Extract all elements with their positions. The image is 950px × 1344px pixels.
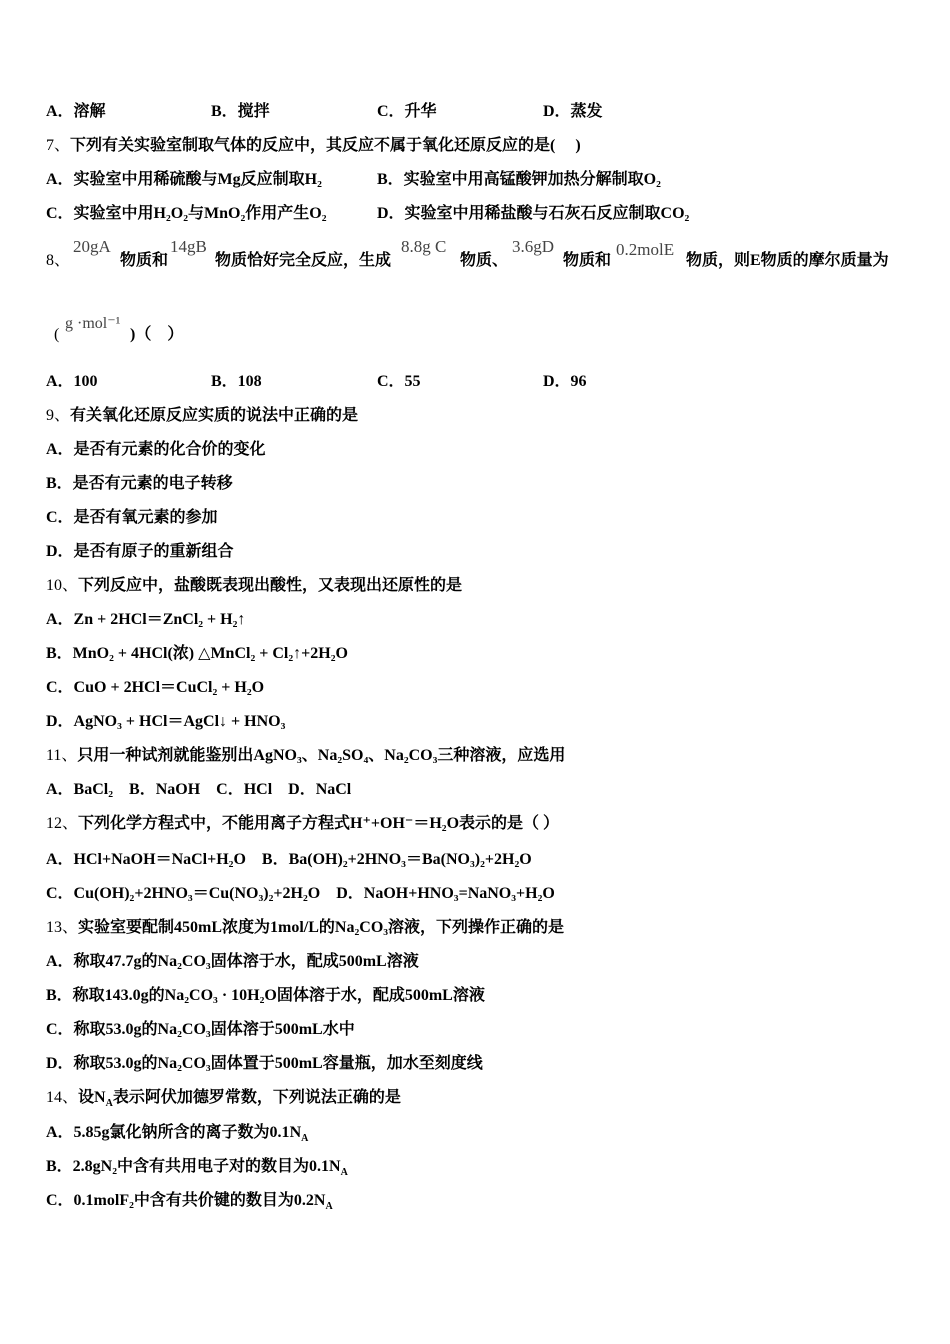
q14-number: 14、 (46, 1089, 79, 1106)
q8-mol-e: 0.2molE (616, 240, 675, 259)
q10-option-b: B．MnO₂ + 4HCl(浓) △MnCl₂ + Cl₂↑+2H₂O (46, 645, 348, 662)
q8-text-2: 物质恰好完全反应，生成 (215, 252, 392, 269)
q9-text: 有关氧化还原反应实质的说法中正确的是 (70, 407, 359, 424)
q8-option-b: B．108 (211, 373, 262, 390)
q11-number: 11、 (46, 747, 78, 764)
q13-option-a: A．称取47.7g的Na₂CO₃固体溶于水，配成500mL溶液 (46, 953, 419, 970)
q7-text: 下列有关实验室制取气体的反应中，其反应不属于氧化还原反应的是( ) (70, 137, 581, 154)
q12-number: 12、 (46, 815, 79, 832)
q13-text: 实验室要配制450mL浓度为1mol/L的Na₂CO₃溶液，下列操作正确的是 (78, 919, 565, 936)
q14-option-c: C．0.1molF₂中含有共价键的数目为$0.2N_A$ (46, 1192, 333, 1213)
q10-option-d: D．AgNO₃ + HCl＝AgCl↓ + HNO₃ (46, 713, 286, 730)
q8-unit-close: )（ ） (130, 326, 184, 343)
q13-option-c: C．称取53.0g的Na₂CO₃固体溶于500mL水中 (46, 1021, 355, 1038)
q8-text-5: 物质，则E物质的摩尔质量为 (686, 252, 889, 269)
q9-option-b: B．是否有元素的电子转移 (46, 475, 233, 492)
q13-stem (46, 918, 564, 938)
q8-text-3: 物质、 (460, 252, 509, 269)
q9-number: 9、 (46, 407, 71, 424)
q9-option-a: A．是否有元素的化合价的变化 (46, 441, 266, 458)
q7-option-d: D．实验室中用稀盐酸与石灰石反应制取CO₂ (377, 205, 690, 222)
q8-option-c: C．55 (377, 373, 421, 390)
q11-text: 只用一种试剂就能鉴别出AgNO₃、Na₂SO₄、Na₂CO₃三种溶液，应选用 (77, 747, 566, 764)
q12-options-ab: A．HCl+NaOH＝NaCl+H₂O B．Ba(OH)₂+2HNO₃＝Ba(NO₃)₂+2H₂O (46, 851, 532, 868)
q6-option-a: A．溶解 (46, 103, 106, 120)
q12-options-cd: C．Cu(OH)₂+2HNO₃＝Cu(NO₃)₂+2H₂O D．NaOH+HNO₃=NaNO₃+H₂O (46, 885, 555, 902)
q12-text: 下列化学方程式中，不能用离子方程式H⁺+OH⁻＝H₂O表示的是（ ） (78, 815, 560, 832)
q14-option-a: A．5.85g氯化钠所含的离子数为$0.1N_A$ (46, 1124, 309, 1145)
q8-number: 8、 (46, 252, 71, 269)
q6-option-c: C．升华 (377, 103, 437, 120)
q14-option-b: B．2.8gN₂中含有共用电子对的数目为$0.1N_A$ (46, 1158, 348, 1179)
q14-stem (46, 1088, 401, 1114)
q9-option-d: D．是否有原子的重新组合 (46, 543, 234, 560)
q7-option-b: B．实验室中用高锰酸钾加热分解制取O₂ (377, 171, 661, 188)
q13-option-d: D．称取53.0g的Na₂CO₃固体置于500mL容量瓶，加水至刻度线 (46, 1055, 483, 1072)
q10-number: 10、 (46, 577, 79, 594)
q12-stem (46, 814, 559, 834)
q10-text: 下列反应中，盐酸既表现出酸性，又表现出还原性的是 (78, 577, 463, 594)
q8-text-4: 物质和 (563, 252, 612, 269)
q7-number: 7、 (46, 137, 71, 154)
q11-options: A．BaCl₂ B．NaOH C．HCl D．NaCl (46, 781, 352, 798)
q6-option-d: D．蒸发 (543, 103, 603, 120)
q10-stem (46, 576, 462, 596)
q10-option-a: A．Zn + 2HCl＝ZnCl₂ + H₂↑ (46, 611, 246, 628)
q7-option-a: A．实验室中用稀硫酸与Mg反应制取H₂ (46, 171, 322, 188)
q9-option-c: C．是否有氧元素的参加 (46, 509, 218, 526)
q14-text: 设$N_A$表示阿伏加德罗常数，下列说法正确的是 (78, 1089, 401, 1110)
q7-stem (46, 136, 581, 156)
q8-mass-c: 8.8g C (401, 237, 447, 256)
q8-mass-b: 14gB (170, 237, 207, 256)
q8-unit: g ·mol⁻¹ (65, 315, 121, 332)
q11-stem (46, 746, 565, 766)
q9-stem (46, 406, 358, 426)
q8-text-1: 物质和 (120, 252, 169, 269)
q7-option-c: C．实验室中用H₂O₂与MnO₂作用产生O₂ (46, 205, 327, 222)
q8-mass-a: 20gA (73, 237, 111, 256)
q8-mass-d: 3.6gD (512, 237, 555, 256)
q8-option-d: D．96 (543, 373, 587, 390)
q6-option-b: B．搅拌 (211, 103, 270, 120)
q13-number: 13、 (46, 919, 79, 936)
q10-option-c: C．CuO + 2HCl＝CuCl₂ + H₂O (46, 679, 265, 696)
q8-unit-open: ( (54, 326, 60, 343)
q8-option-a: A．100 (46, 373, 98, 390)
q13-option-b: B．称取143.0g的Na₂CO₃ · 10H₂O固体溶于水，配成500mL溶液 (46, 987, 485, 1004)
